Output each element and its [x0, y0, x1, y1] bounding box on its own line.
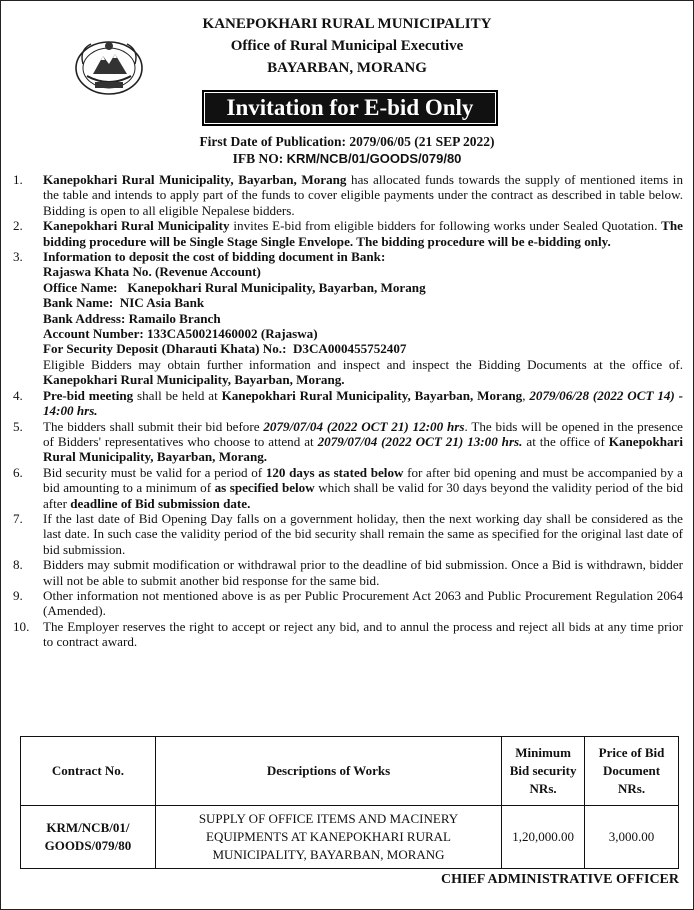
- notice-title-banner: Invitation for E-bid Only: [202, 90, 498, 126]
- account-number: Account Number: 133CA50021460002 (Rajaswa): [43, 326, 318, 342]
- description-cell: SUPPLY OF OFFICE ITEMS AND MACINERY EQUIPMENTS AT KANEPOKHARI RURAL MUNICIPALITY, BAYARBAN, MORANG: [155, 806, 501, 869]
- table-row: [21, 806, 679, 869]
- description-header: Descriptions of Works: [155, 737, 501, 806]
- office-location: BAYARBAN, MORANG: [267, 60, 427, 76]
- table-header-row: [21, 737, 679, 806]
- list-item: 6. Bid security must be valid for a period of 120 days as stated below for after bid opening and must be accompanied by a bid amounting to a minimum of as specified below which shall be valid for 30 days beyond the validity period of the bid after deadline of Bid submission date.: [13, 464, 683, 511]
- bank-info-heading: Information to deposit the cost of bidding document in Bank:: [43, 249, 386, 265]
- bid-security-header: Minimum Bid security NRs.: [502, 737, 585, 806]
- list-item: 4. Pre-bid meeting shall be held at Kanepokhari Rural Municipality, Bayarban, Morang, 2079/06/28 (2022 OCT 14) - 14:00 hrs.: [13, 387, 684, 419]
- municipality-name: KANEPOKHARI RURAL MUNICIPALITY: [202, 16, 492, 32]
- office-name: Office of Rural Municipal Executive: [230, 38, 464, 54]
- publication-info: [1, 133, 693, 167]
- contract-no-header: Contract No.: [21, 737, 156, 806]
- list-item: 9. Other information not mentioned above is as per Public Procurement Act 2063 and Public Procurement Regulation 2064 (Amended).: [13, 587, 683, 619]
- notice-header: [1, 1, 693, 85]
- signatory-title: CHIEF ADMINISTRATIVE OFFICER: [440, 872, 679, 887]
- notice-items: [11, 172, 683, 650]
- list-item: 2. Kanepokhari Rural Municipality invites E-bid from eligible bidders for following works under Sealed Quotation. The bidding procedure will be Single Stage Single Envelope. The bidding procedure will be e-bidding only.: [13, 218, 683, 249]
- document-price-cell: 3,000.00: [585, 806, 679, 869]
- bid-security-cell: 1,20,000.00: [502, 806, 585, 869]
- list-item: 5. The bidders shall submit their bid before 2079/07/04 (2022 OCT 21) 12:00 hrs. The bids will be opened in the presence of Bidders' representatives who choose to attend at 2079/07/04 (2022 OCT 21) 13:00 hrs. at the office of Kanepokhari Rural Municipality, Bayarban, Morang.: [13, 418, 684, 465]
- list-item: 10. The Employer reserves the right to accept or reject any bid, and to annul the process and reject all bids at any time prior to contract award.: [13, 618, 683, 650]
- ifb-number: IFB NO: KRM/NCB/01/GOODS/079/80: [232, 151, 462, 166]
- contract-no-cell: KRM/NCB/01/ GOODS/079/80: [21, 806, 156, 869]
- list-item: 8. Bidders may submit modification or withdrawal prior to the deadline of bid submission. Once a Bid is withdrawn, bidder will not be able to submit another bid response for the same bid.: [13, 557, 683, 588]
- list-item: 1. Kanepokhari Rural Municipality, Bayarban, Morang has allocated funds towards the supply of mentioned items in the table and intends to apply part of the funds to cover eligible payments under the contract as described in table below. Bidding is open to all eligible Nepalese bidders.: [13, 172, 683, 218]
- publication-date: First Date of Publication: 2079/06/05 (21 SEP 2022): [199, 134, 495, 149]
- bid-table: [20, 736, 679, 869]
- document-price-header: Price of Bid Document NRs.: [585, 737, 679, 806]
- list-item: 3. Information to deposit the cost of bidding document in Bank: Rajaswa Khata No. (Revenue Account) Office Name: Kanepokhari Rural Municipality, Bayarban, Morang Bank Name: NIC Asia Bank Bank Address: Ramailo Branch Account Number: 133CA50021460002 (Rajaswa) For Security Deposit (Dharauti Khata) No.: D3CA000455752407 Eligible Bidders may obtain further information and inspect and inspect the Bidding Documents at the office of. Kanepokhari Rural Municipality, Bayarban, Morang.: [13, 249, 683, 388]
- security-deposit-account: For Security Deposit (Dharauti Khata) No.: D3CA000455752407: [43, 341, 407, 357]
- list-item: 7. If the last date of Bid Opening Day falls on a government holiday, then the next working day shall be considered as the last date. In such case the validity period of the bid security shall remain the same as specified for the original last date of bid submission.: [13, 510, 683, 557]
